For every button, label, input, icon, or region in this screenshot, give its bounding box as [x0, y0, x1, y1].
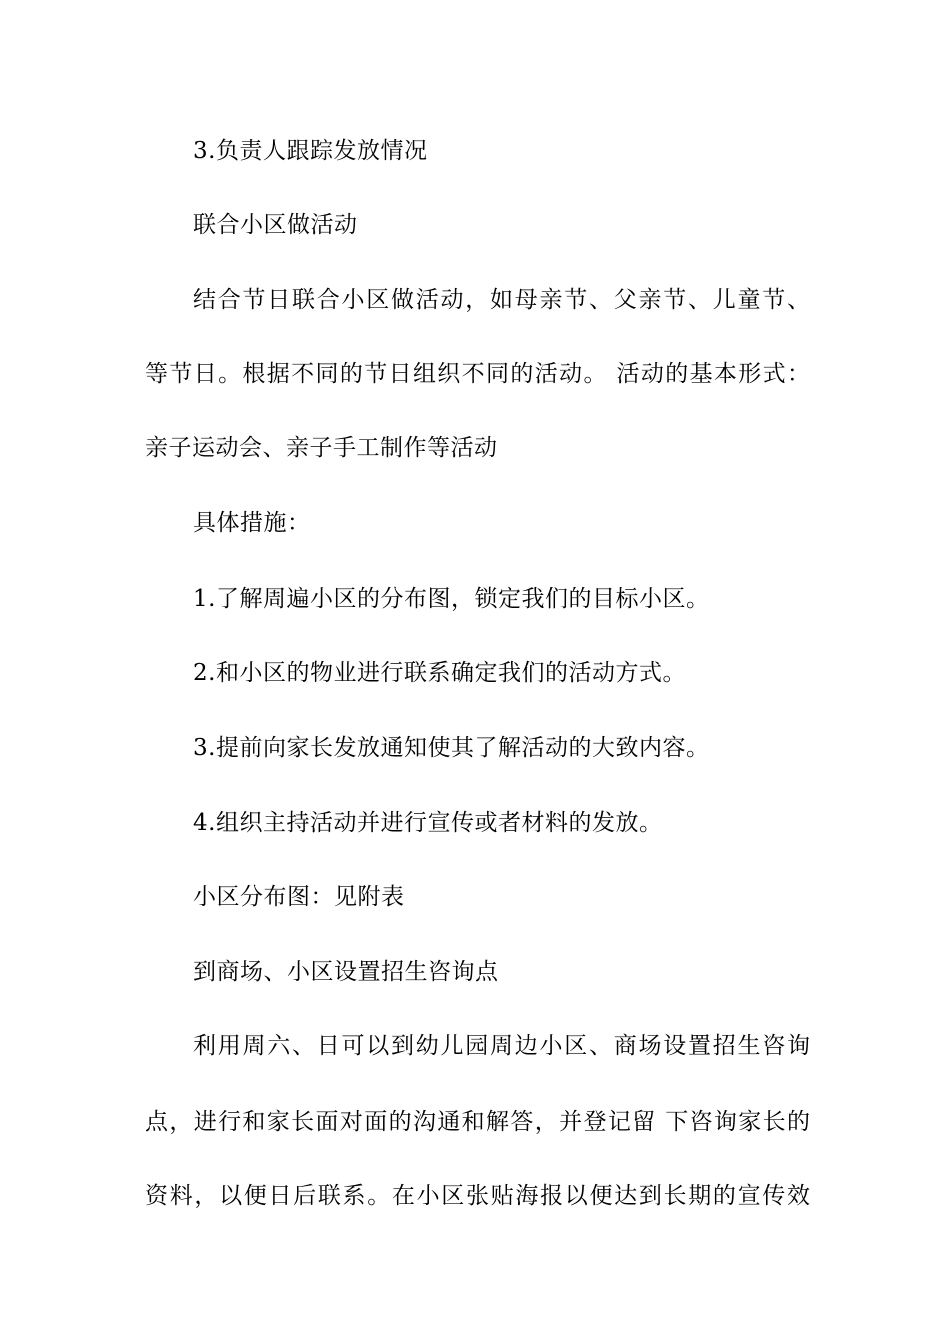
- list-item-4: 4.组织主持活动并进行宣传或者材料的发放。: [193, 810, 663, 836]
- list-item-2: 2.和小区的物业进行联系确定我们的活动方式。: [193, 660, 686, 686]
- map-reference-line: 小区分布图：见附表: [193, 884, 405, 910]
- paragraph-line: 等节日。根据不同的节日组织不同的活动。 活动的基本形式：: [145, 361, 810, 387]
- list-item-1: 1.了解周遍小区的分布图，锁定我们的目标小区。: [193, 586, 710, 612]
- section-heading-consultation-points: 到商场、小区设置招生咨询点: [193, 959, 499, 985]
- paragraph-line: 资料，以便日后联系。在小区张贴海报以便达到长期的宣传效: [145, 1183, 810, 1209]
- paragraph-line: 点，进行和家长面对面的沟通和解答，并登记留 下咨询家长的: [145, 1109, 810, 1135]
- paragraph-line: 结合节日联合小区做活动，如母亲节、父亲节、儿童节、: [193, 287, 810, 313]
- section-heading-community-activities: 联合小区做活动: [193, 212, 358, 238]
- section-heading-measures: 具体措施：: [193, 510, 311, 536]
- list-item-3-track-distribution: 3.负责人跟踪发放情况: [193, 138, 428, 164]
- paragraph-line: 利用周六、日可以到幼儿园周边小区、商场设置招生咨询: [193, 1033, 810, 1059]
- paragraph-line: 亲子运动会、亲子手工制作等活动: [145, 435, 498, 461]
- list-item-3: 3.提前向家长发放通知使其了解活动的大致内容。: [193, 735, 710, 761]
